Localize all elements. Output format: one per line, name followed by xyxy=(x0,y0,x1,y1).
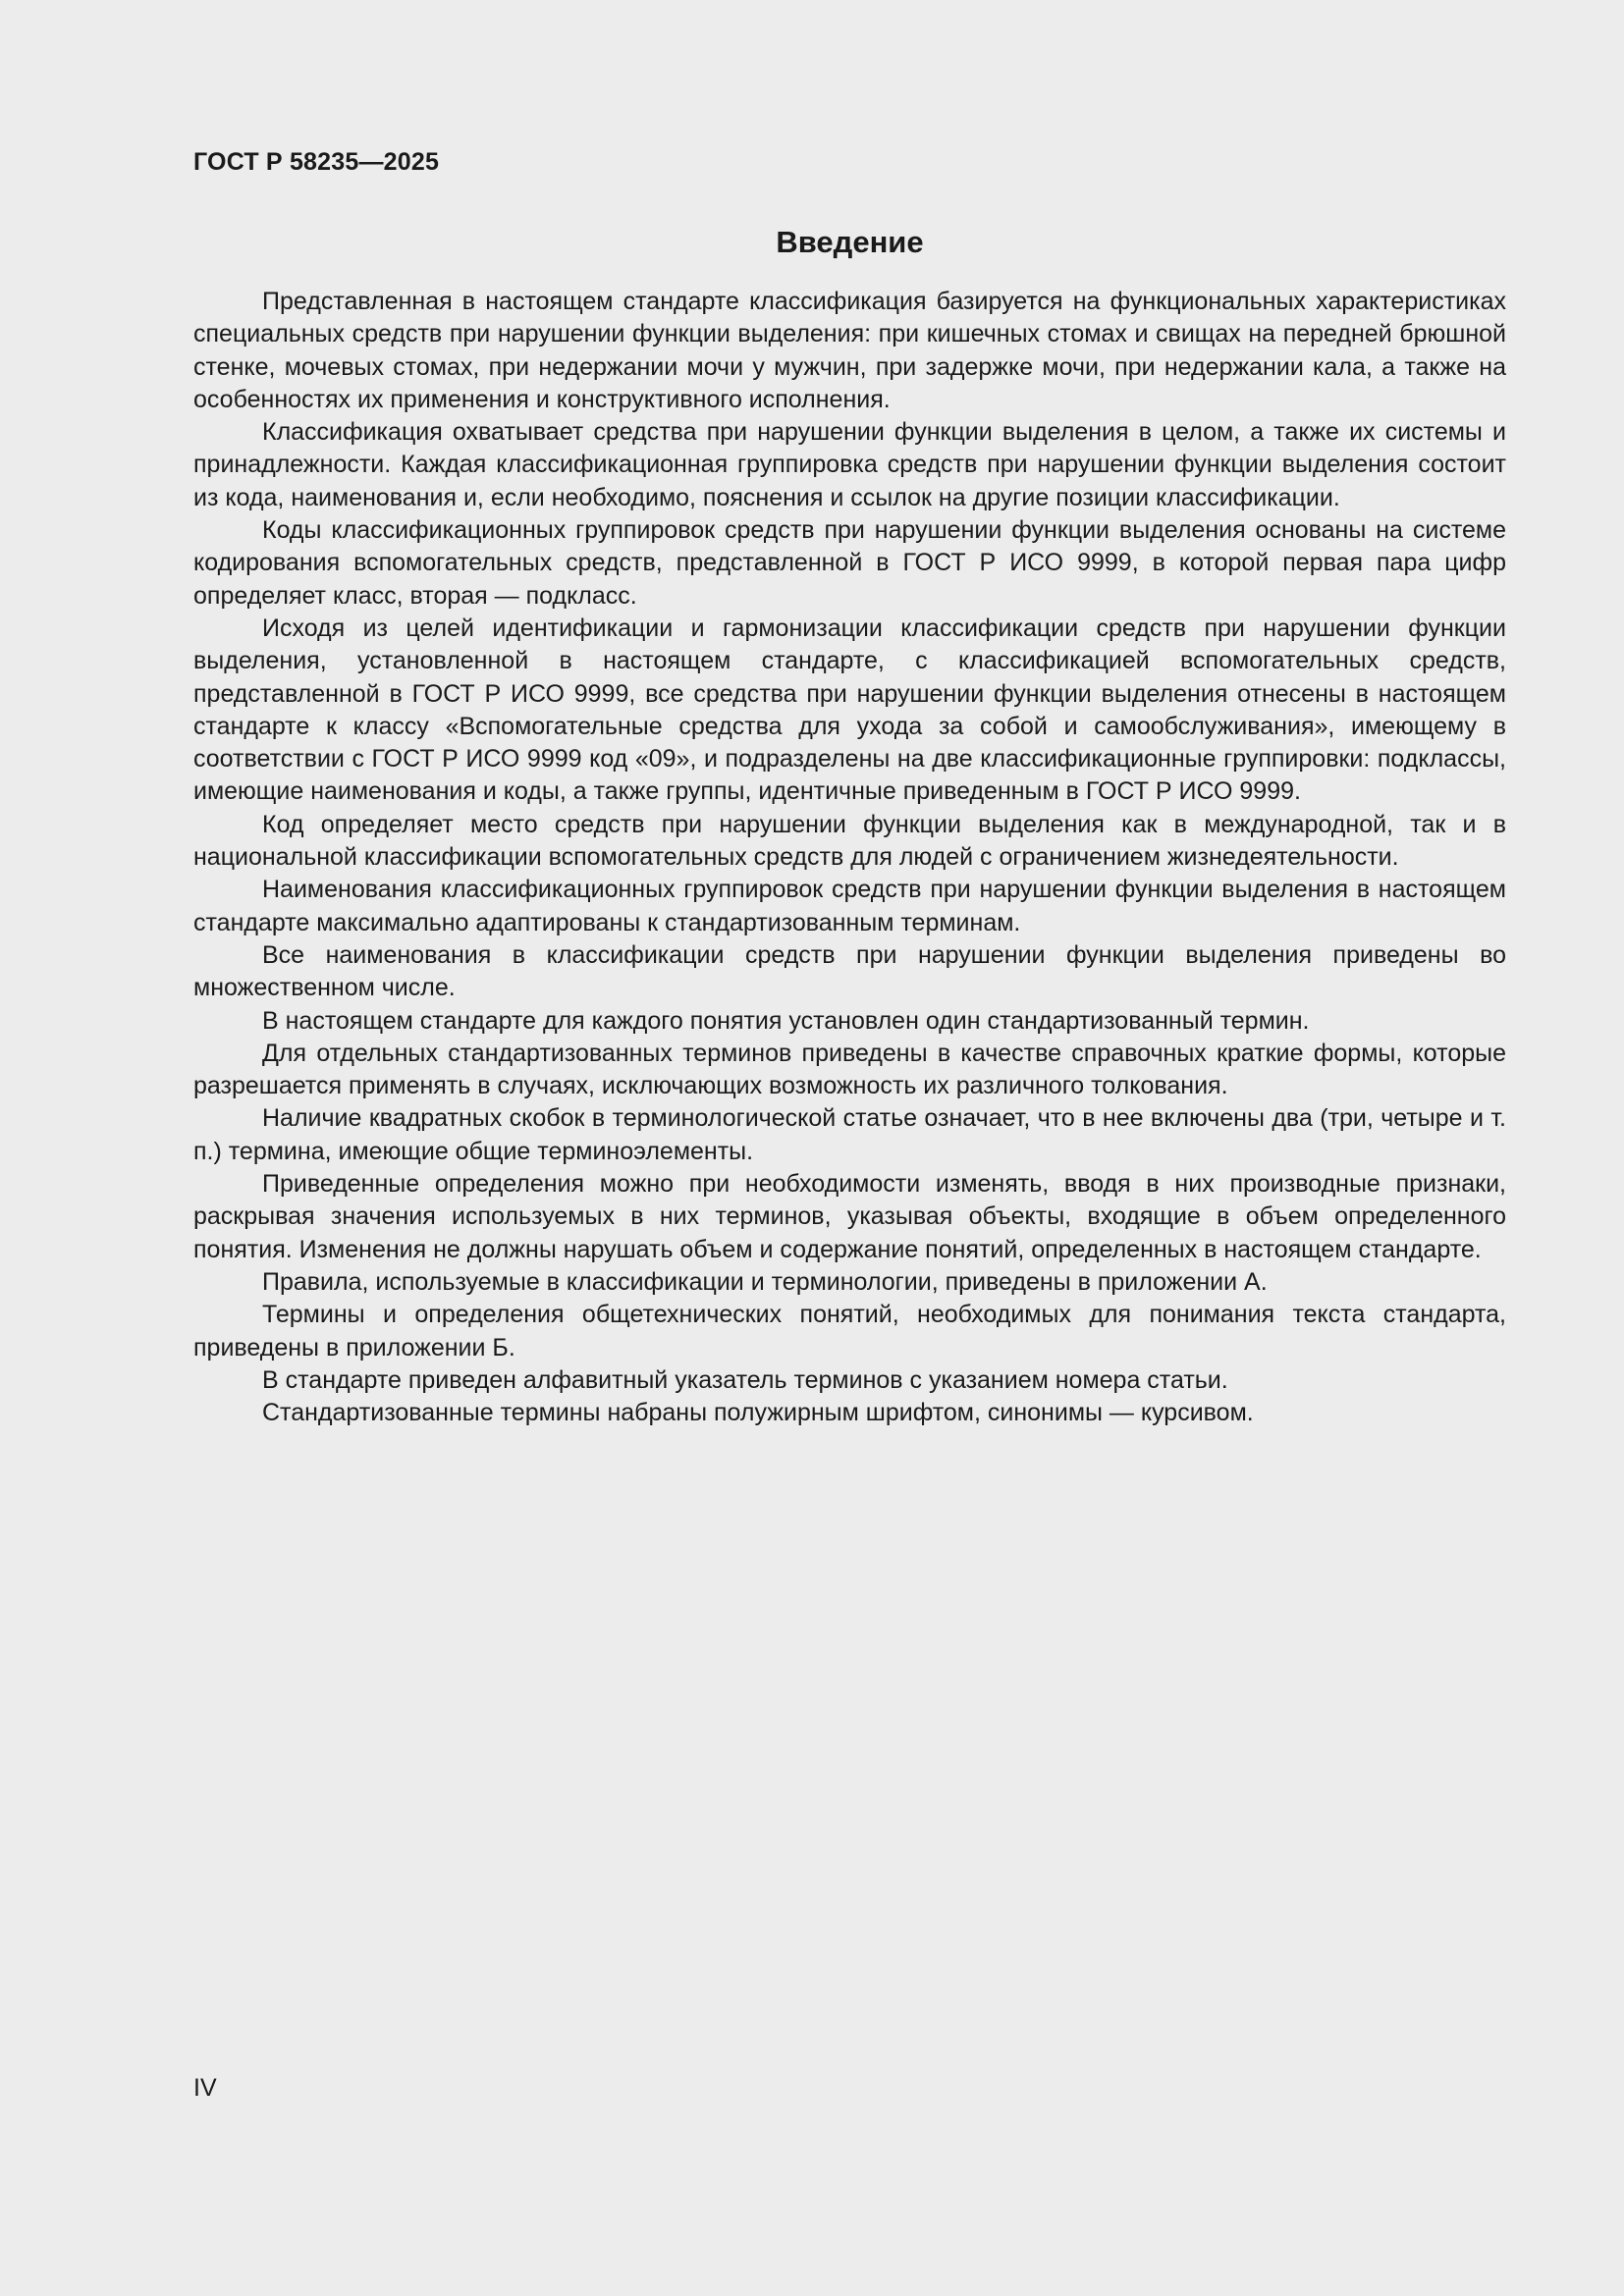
section-title: Введение xyxy=(776,225,924,259)
paragraph: Представленная в настоящем стандарте классификация базируется на функциональных характеристиках специальных средств при нарушении функции выделения: при кишечных стомах и свищах на передней брюшной стенке, мочевых стомах, при недержании мочи у мужчин, при задержке мочи, при недержании кала, а также на особенностях их применения и конструктивного исполнения. xyxy=(193,288,1506,413)
paragraph: Приведенные определения можно при необходимости изменять, вводя в них производные признаки, раскрывая значения используемых в них терминов, указывая объекты, входящие в объем определенного понятия. Изменения не должны нарушать объем и содержание понятий, определенных в настоящем стандарте. xyxy=(193,1170,1506,1263)
paragraph: Классификация охватывает средства при нарушении функции выделения в целом, а также их системы и принадлежности. Каждая классификационная группировка средств при нарушении функции выделения состоит из кода, наименования и, если необходимо, пояснения и ссылок на другие позиции классификации. xyxy=(193,418,1506,511)
paragraph: Наименования классификационных группировок средств при нарушении функции выделения в настоящем стандарте максимально адаптированы к стандартизованным терминам. xyxy=(193,876,1506,936)
paragraph: Коды классификационных группировок средств при нарушении функции выделения основаны на системе кодирования вспомогательных средств, представленной в ГОСТ Р ИСО 9999, в которой первая пара цифр определяет класс, вторая — подкласс. xyxy=(193,516,1506,610)
paragraph: В настоящем стандарте для каждого понятия установлен один стандартизованный термин. xyxy=(262,1006,1310,1035)
paragraph: Стандартизованные термины набраны полужирным шрифтом, синонимы — курсивом. xyxy=(262,1399,1254,1427)
paragraph: Для отдельных стандартизованных терминов приведены в качестве справочных краткие формы, которые разрешается применять в случаях, исключающих возможность их различного толкования. xyxy=(193,1039,1506,1100)
paragraph: Правила, используемые в классификации и терминологии, приведены в приложении А. xyxy=(262,1267,1268,1296)
body-text xyxy=(193,286,1506,1429)
document-standard-id: ГОСТ Р 58235—2025 xyxy=(193,148,440,176)
paragraph: Термины и определения общетехнических понятий, необходимых для понимания текста стандарта, приведены в приложении Б. xyxy=(193,1301,1506,1362)
paragraph: Код определяет место средств при нарушении функции выделения как в международной, так и в национальной классификации вспомогательных средств для людей с ограничением жизнедеятельности. xyxy=(193,810,1506,872)
paragraph: В стандарте приведен алфавитный указатель терминов с указанием номера статьи. xyxy=(262,1365,1228,1394)
paragraph: Наличие квадратных скобок в терминологической статье означает, что в нее включены два (три, четыре и т. п.) термина, имеющие общие терминоэлементы. xyxy=(193,1104,1506,1165)
paragraph: Все наименования в классификации средств при нарушении функции выделения приведены во множественном числе. xyxy=(193,940,1506,1002)
paragraph: Исходя из целей идентификации и гармонизации классификации средств при нарушении функции выделения, установленной в настоящем стандарте, с классификацией вспомогательных средств, представленной в ГОСТ Р ИСО 9999, все средства при нарушении функции выделения отнесены в настоящем стандарте к классу «Вспомогательные средства для ухода за собой и самообслуживания», имеющему в соответствии с ГОСТ Р ИСО 9999 код «09», и подразделены на две классификационные группировки: подклассы, имеющие наименования и коды, а также группы, идентичные приведенным в ГОСТ Р ИСО 9999. xyxy=(193,614,1506,806)
page-number: IV xyxy=(193,2074,217,2102)
